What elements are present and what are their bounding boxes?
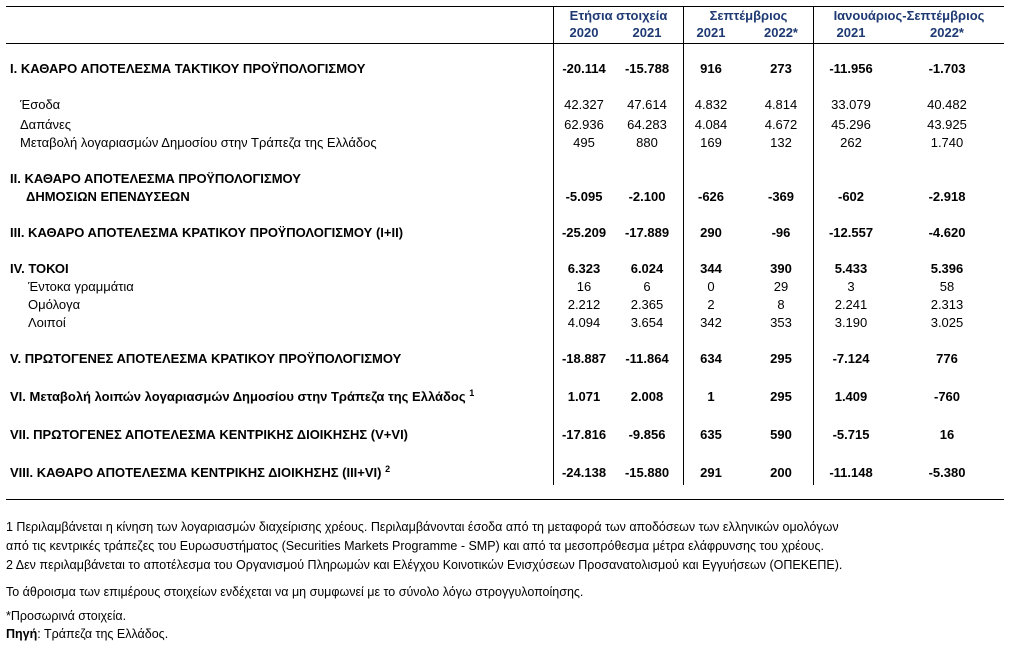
cell-value: 634 [700,351,722,366]
cell-value: 916 [700,61,722,76]
row-label [10,464,390,481]
cell-value: 4.832 [694,97,728,112]
row-label-continued: ΔΗΜΟΣΙΩΝ ΕΠΕΝΔΥΣΕΩΝ [26,189,190,204]
row-label: Μεταβολή λογαριασμών Δημοσίου στην Τράπεζα της Ελλάδος [20,135,377,150]
header-year: 2021 [836,25,866,40]
row-label: III. ΚΑΘΑΡΟ ΑΠΟΤΕΛΕΣΜΑ ΚΡΑΤΙΚΟΥ ΠΡΟΫΠΟΛΟΓΙΣΜΟΥ (I+II) [10,225,404,240]
table-row-other-accounts-change [0,388,1016,405]
row-label-text: VI. Μεταβολή λοιπών λογαριασμών Δημοσίου στην Τράπεζα της Ελλάδος [10,389,466,404]
table-row-revenue [0,96,1016,113]
cell-value: 0 [707,279,715,294]
cell-value: 5.396 [930,261,964,276]
table-bottom-border [6,499,1004,500]
cell-value: -25.209 [561,225,607,240]
cell-value: 880 [636,135,658,150]
row-label: II. ΚΑΘΑΡΟ ΑΠΟΤΕΛΕΣΜΑ ΠΡΟΫΠΟΛΟΓΙΣΜΟΥ [10,171,301,186]
cell-value: -1.703 [928,61,966,76]
cell-value: -4.620 [928,225,966,240]
row-label: Έσοδα [20,97,61,112]
table-row-public-investment-label-line1 [0,170,1016,187]
header-year: 2021 [696,25,726,40]
cell-value: -11.148 [829,465,873,480]
row-label: I. ΚΑΘΑΡΟ ΑΠΟΤΕΛΕΣΜΑ ΤΑΚΤΙΚΟΥ ΠΡΟΫΠΟΛΟΓΙΣΜΟΥ [10,61,366,76]
cell-value: -12.557 [828,225,874,240]
cell-value: 273 [770,61,792,76]
row-label: V. ΠΡΩΤΟΓΕΝΕΣ ΑΠΟΤΕΛΕΣΜΑ ΚΡΑΤΙΚΟΥ ΠΡΟΫΠΟΛΟΓΙΣΜΟΥ [10,351,402,366]
table-top-border [6,6,1004,7]
cell-value: -18.887 [561,351,607,366]
cell-value: 495 [573,135,595,150]
table-row-accounts-change [0,134,1016,151]
cell-value: 169 [700,135,722,150]
cell-value: 262 [840,135,862,150]
cell-value: 342 [700,315,722,330]
cell-value: -17.816 [561,427,607,442]
cell-value: 8 [777,297,785,312]
cell-value: 1 [707,389,715,404]
cell-value: 45.296 [831,117,871,132]
table-row-public-investment [0,188,1016,205]
cell-value: 344 [700,261,722,276]
cell-value: 40.482 [927,97,967,112]
footnote-1-line2: από τις κεντρικές τράπεζες του Ευρωσυστήματος (Securities Markets Programme - SMP) και από τα μεσοπρόθεσμα μέτρα ελάφρυνσης του χρέους. [6,539,824,553]
header-bottom-border [6,43,1004,44]
cell-value: 776 [936,351,958,366]
cell-value: 47.614 [627,97,667,112]
table-row-expenditure [0,116,1016,133]
cell-value: 16 [576,279,592,294]
cell-value: -5.715 [832,427,870,442]
cell-value: 635 [700,427,722,442]
cell-value: -15.788 [624,61,670,76]
cell-value: 2.241 [834,297,868,312]
cell-value: 3 [847,279,855,294]
cell-value: 2.212 [567,297,601,312]
cell-value: 1.740 [930,135,964,150]
cell-value: 2 [707,297,715,312]
cell-value: 353 [770,315,792,330]
cell-value: -11.956 [829,61,873,76]
row-label-text: VIII. ΚΑΘΑΡΟ ΑΠΟΤΕΛΕΣΜΑ ΚΕΝΤΡΙΚΗΣ ΔΙΟΙΚΗΣΗΣ (III+VI) [10,465,382,480]
cell-value: -15.880 [624,465,670,480]
header-year: 2020 [569,25,599,40]
cell-value: -7.124 [832,351,870,366]
footnote-marker: 2 [385,464,391,474]
cell-value: 6.024 [630,261,664,276]
row-label: Έντοκα γραμμάτια [28,279,134,294]
cell-value: -2.918 [928,189,966,204]
footnote-marker: 1 [469,388,475,398]
footnote-2: 2 Δεν περιλαμβάνεται το αποτέλεσμα του Οργανισμού Πληρωμών και Ελέγχου Κοινοτικών Ενισχύσεων Προσανατολισμού και Εγγυήσεων (ΟΠΕΚΕΠΕ). [6,558,843,572]
column-divider-annual [553,6,554,485]
table-row-net-central-government [0,464,1016,481]
provisional-note: *Προσωρινά στοιχεία. [6,609,127,623]
cell-value: 4.814 [764,97,798,112]
row-label [10,388,474,405]
cell-value: -17.889 [624,225,670,240]
cell-value: 5.433 [834,261,868,276]
row-label: VII. ΠΡΩΤΟΓΕΝΕΣ ΑΠΟΤΕΛΕΣΜΑ ΚΕΝΤΡΙΚΗΣ ΔΙΟΙΚΗΣΗΣ (V+VI) [10,427,409,442]
table-row-treasury-bills [0,278,1016,295]
cell-value: -11.864 [625,351,669,366]
table-row-primary-state-budget [0,350,1016,367]
cell-value: -9.856 [628,427,666,442]
cell-value: -2.100 [628,189,666,204]
header-year: 2022* [764,25,798,40]
source-note [6,627,168,641]
cell-value: 6.323 [567,261,601,276]
cell-value: -369 [767,189,795,204]
cell-value: 295 [770,389,792,404]
cell-value: -5.095 [565,189,603,204]
cell-value: 6 [643,279,651,294]
column-divider-september [683,6,684,485]
cell-value: -602 [837,189,865,204]
cell-value: 3.190 [834,315,868,330]
cell-value: 295 [770,351,792,366]
cell-value: 590 [770,427,792,442]
cell-value: 132 [770,135,792,150]
cell-value: 42.327 [564,97,604,112]
header-annual: Ετήσια στοιχεία [569,8,668,23]
cell-value: 29 [773,279,789,294]
row-label: Δαπάνες [20,117,72,132]
cell-value: 4.672 [764,117,798,132]
cell-value: 16 [939,427,955,442]
cell-value: 291 [700,465,722,480]
source-label: Πηγή [6,627,38,641]
cell-value: 4.094 [567,315,601,330]
cell-value: 33.079 [831,97,871,112]
cell-value: 2.008 [630,389,664,404]
cell-value: 290 [700,225,722,240]
header-year: 2021 [632,25,662,40]
cell-value: -20.114 [562,61,606,76]
header-year: 2022* [930,25,964,40]
cell-value: -626 [697,189,725,204]
source-text: : Τράπεζα της Ελλάδος. [37,627,169,641]
row-label: IV. ΤΟΚΟΙ [10,261,69,276]
table-row-other-interest [0,314,1016,331]
table-row-primary-central-government [0,426,1016,443]
cell-value: 2.313 [930,297,964,312]
cell-value: 43.925 [927,117,967,132]
cell-value: 1.071 [567,389,601,404]
header-september: Σεπτέμβριος [709,8,788,23]
header-jan-sep: Ιανουάριος-Σεπτέμβριος [833,8,985,23]
row-label: Ομόλογα [28,297,81,312]
rounding-note: Το άθροισμα των επιμέρους στοιχείων ενδέχεται να μη συμφωνεί με το σύνολο λόγω στρογγυλοποίησης. [6,585,584,599]
cell-value: 4.084 [694,117,728,132]
cell-value: 62.936 [564,117,604,132]
cell-value: 3.654 [630,315,664,330]
table-row-state-budget [0,224,1016,241]
row-label: Λοιποί [28,315,66,330]
cell-value: 200 [770,465,792,480]
table-row-net-ordinary-budget [0,60,1016,77]
table-row-interest [0,260,1016,277]
column-divider-jan-sep [813,6,814,485]
footnote-1-line1: 1 Περιλαμβάνεται η κίνηση των λογαριασμών διαχείρισης χρέους. Περιλαμβάνονται έσοδα από τη μεταφορά των αποδόσεων των ελληνικών ομολόγων [6,520,839,534]
cell-value: -96 [771,225,791,240]
cell-value: -24.138 [561,465,607,480]
cell-value: 58 [939,279,955,294]
cell-value: -760 [933,389,961,404]
cell-value: -5.380 [928,465,966,480]
table-row-bonds [0,296,1016,313]
cell-value: 3.025 [930,315,964,330]
cell-value: 2.365 [630,297,664,312]
cell-value: 64.283 [627,117,667,132]
cell-value: 390 [770,261,792,276]
cell-value: 1.409 [834,389,868,404]
